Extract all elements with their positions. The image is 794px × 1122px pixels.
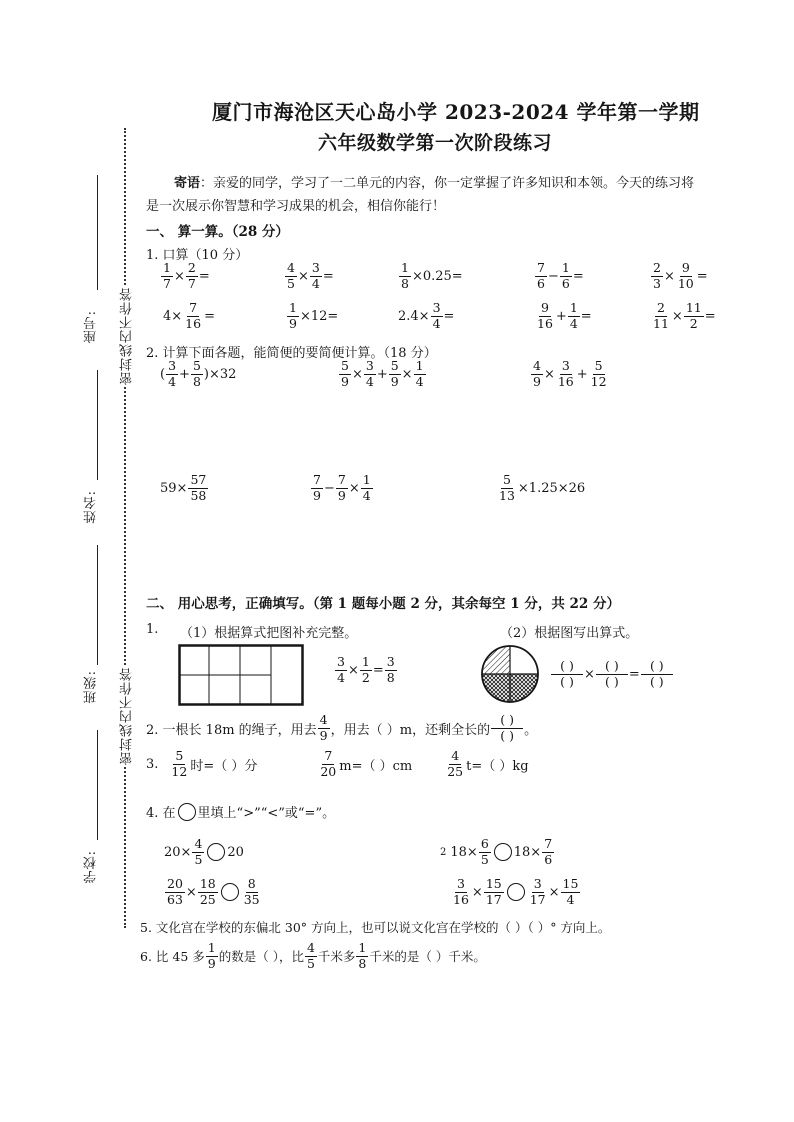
- oral-3: $\frac{1}{8}$ ×0.25 =: [401, 260, 463, 291]
- compare-4: $\frac{3}{16}$ × $\frac{15}{17}$ $\frac{3}{17}$ × $\frac{15}{4}$: [453, 876, 579, 907]
- s2-q1-num: 1.: [146, 622, 159, 637]
- calc-1: ( $\frac{3}{4}$ + $\frac{5}{8}$ )×32: [160, 358, 237, 389]
- compare-circle-2[interactable]: [494, 843, 512, 861]
- calc-2: $\frac{5}{9}$ × $\frac{3}{4}$ + $\frac{5}{9}$ × $\frac{1}{4}$: [341, 358, 424, 389]
- intro-label: 寄语: [174, 176, 201, 191]
- intro-line-1: [174, 172, 694, 191]
- oral-8: 2.4× $\frac{3}{4}$ =: [398, 300, 455, 331]
- oral-10: $\frac{2}{11}$ × $\frac{11}{2}$ =: [653, 300, 716, 331]
- s2-q4-title: 4. 在 里填上“>”“<”或“=”。: [146, 802, 335, 821]
- compare-1: 20× $\frac{4}{5}$ 20: [164, 836, 244, 867]
- class-line: [97, 545, 98, 665]
- compare-3: $\frac{20}{63}$ × $\frac{18}{25}$ $\frac{8}{35}$: [167, 876, 260, 907]
- calc-4: 59× $\frac{57}{58}$: [160, 472, 207, 503]
- intro-text-1: ：亲爱的同学，学习了一二单元的内容，你一定掌握了许多知识和本领。今天的练习将: [200, 176, 695, 191]
- oral-7: $\frac{1}{9}$ ×12 =: [289, 300, 339, 331]
- seal-warning-top: 密封线内不作答: [120, 287, 135, 385]
- s2-q6: 6. 比 45 多 $\frac{1}{9}$ 的数是（ ），比 $\frac{4}{5}$ 千米多 $\frac{1}{8}$ 千米的是（ ）千米。: [140, 940, 486, 971]
- calc-6: $\frac{5}{13}$ ×1.25×26: [499, 472, 586, 503]
- circle-formula-blanks[interactable]: $\frac{( )}{( )}$ × $\frac{( )}{( )}$ = $\frac{( )}{( )}$: [550, 660, 674, 688]
- seat-label: 座号:: [84, 310, 99, 344]
- compare-2: 2 18× $\frac{6}{5}$ 18× $\frac{7}{6}$: [440, 836, 553, 867]
- calc-5: $\frac{7}{9}$ − $\frac{7}{9}$ × $\frac{1}{4}$: [313, 472, 371, 503]
- q1-title: 1. 口算（10 分）: [146, 248, 249, 263]
- oral-6: 4× $\frac{7}{16}$ =: [163, 300, 215, 331]
- grid-formula: $\frac{3}{4}$ × $\frac{1}{2}$ = $\frac{3}{8}$: [337, 654, 395, 685]
- calc-3: $\frac{4}{9}$ × $\frac{3}{16}$ + $\frac{5}{12}$: [533, 358, 607, 389]
- name-line: [97, 370, 98, 480]
- s2-q3: 3. $\frac{5}{12}$ 时=（ ）分 $\frac{7}{20}$ m=（ ）cm $\frac{4}{25}$ t=（ ）kg: [146, 748, 529, 779]
- section1-heading: 一、 算一算。（28 分）: [146, 224, 289, 240]
- oral-1: $\frac{1}{7}$ × $\frac{2}{7}$ =: [163, 260, 210, 291]
- school-label: 学校:: [84, 850, 99, 884]
- rope-blank[interactable]: $\frac{( )}{( )}$: [491, 714, 523, 742]
- page-title: 厦门市海沧区天心岛小学 2023-2024 学年第一学期: [212, 100, 700, 124]
- section2-heading: 二、 用心思考，正确填写。（第 1 题每小题 2 分，其余每空 1 分，共 22 分）: [146, 596, 621, 612]
- q2-title: 2. 计算下面各题，能简便的要简便计算。（18 分）: [146, 346, 437, 361]
- seal-line: [124, 128, 126, 928]
- class-label: 班级:: [84, 670, 99, 704]
- seal-warning-bottom: 密封线内不作答: [120, 667, 135, 765]
- oral-2: $\frac{4}{5}$ × $\frac{3}{4}$ =: [287, 260, 334, 291]
- s2-q2: 2. 一根长 18m 的绳子，用去 $\frac{4}{9}$ ，用去（ ）m，还剩全长的 $\frac{( )}{( )}$ 。: [146, 712, 538, 743]
- oral-5: $\frac{2}{3}$ × $\frac{9}{10}$ =: [653, 260, 708, 291]
- compare-circle-1[interactable]: [207, 843, 225, 861]
- s2-q1-part2: （2）根据图写出算式。: [500, 626, 639, 641]
- intro-line-2: 是一次展示你智慧和学习成果的机会，相信你能行！: [146, 199, 446, 214]
- rectangle-grid-figure: [178, 644, 304, 706]
- oral-9: $\frac{9}{16}$ + $\frac{1}{4}$ =: [537, 300, 592, 331]
- page-subtitle: 六年级数学第一次阶段练习: [318, 132, 553, 154]
- compare-circle-4[interactable]: [507, 883, 525, 901]
- oral-4: $\frac{7}{6}$ − $\frac{1}{6}$ =: [537, 260, 584, 291]
- s2-q5: 5. 文化宫在学校的东偏北 30° 方向上，也可以说文化宫在学校的（ ）（ ）° 方向上。: [140, 920, 611, 935]
- shaded-circle-figure: [480, 644, 540, 704]
- school-line: [97, 730, 98, 840]
- circle-icon: [178, 803, 196, 821]
- name-label: 姓名:: [84, 490, 99, 524]
- s2-q1-part1: （1）根据算式把图补充完整。: [180, 626, 358, 641]
- seat-line: [97, 175, 98, 290]
- binding-strip: [60, 170, 130, 930]
- compare-circle-3[interactable]: [221, 883, 239, 901]
